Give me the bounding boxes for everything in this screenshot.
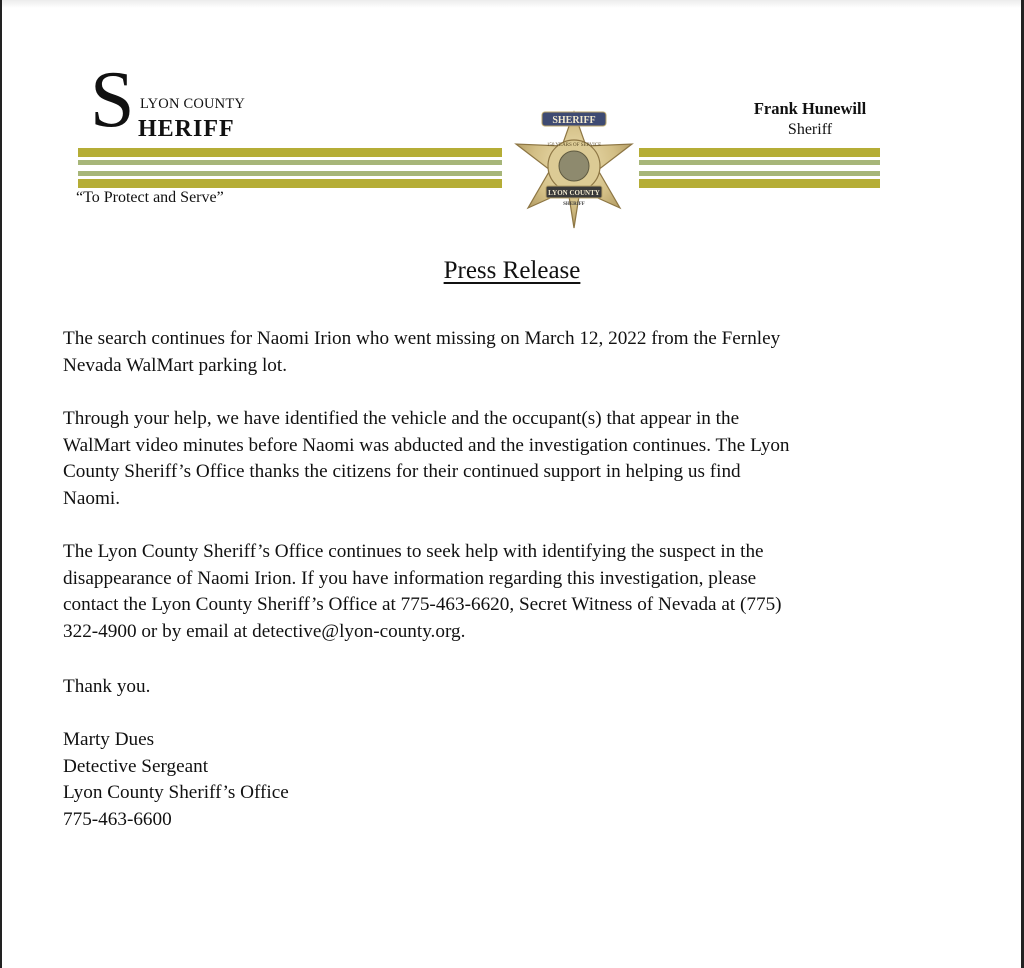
stripe-dark: [639, 148, 880, 157]
signature-office: Lyon County Sheriff’s Office: [63, 782, 289, 803]
stripe-light: [78, 171, 502, 176]
sheriff-name: Frank Hunewill: [753, 99, 867, 118]
page-border-left: [0, 0, 2, 968]
closing: Thank you.: [63, 676, 151, 697]
logo-initial: S: [90, 56, 135, 144]
stripe-dark: [78, 148, 502, 157]
document-body: [63, 326, 963, 672]
paragraph-line: Nevada WalMart parking lot.: [63, 354, 288, 376]
motto: “To Protect and Serve”: [76, 189, 224, 206]
signature-phone: 775-463-6600: [63, 808, 172, 830]
stripe-light: [639, 171, 880, 176]
letterhead-stripes-right: [639, 148, 880, 188]
signature-block: [63, 727, 289, 833]
logo-heriff: HERIFF: [138, 116, 235, 142]
badge-banner-text: LYON COUNTY: [548, 189, 600, 197]
signature-name: Marty Dues: [63, 729, 155, 750]
paragraph-line: Naomi.: [63, 487, 121, 509]
stripe-light: [639, 160, 880, 165]
paragraph: [63, 326, 963, 379]
paragraph-line: Through your help, we have identified the vehicle and the occupant(s) that appear in the: [63, 408, 740, 429]
badge-ring-text: 150 YEARS OF SERVICE: [546, 143, 602, 148]
paragraph-line: disappearance of Naomi Irion. If you have information regarding this investigation, please: [63, 567, 757, 589]
paragraph-line: The search continues for Naomi Irion who went missing on March 12, 2022 from the Fernley: [63, 328, 781, 349]
top-shadow: [2, 0, 1021, 8]
signature-title: Detective Sergeant: [63, 755, 209, 777]
logo-county: LYON COUNTY: [140, 96, 246, 112]
paragraph-line: WalMart video minutes before Naomi was abducted and the investigation continues. The Lyon: [63, 434, 790, 456]
document-title: [0, 257, 1024, 285]
stripe-dark: [78, 179, 502, 188]
paragraph: [63, 539, 963, 645]
stripe-dark: [639, 179, 880, 188]
sheriff-badge-icon: [510, 104, 638, 232]
badge-top-text: SHERIFF: [552, 115, 596, 126]
letterhead-stripes-left: [78, 148, 502, 188]
stripe-light: [78, 160, 502, 165]
sheriff-title: Sheriff: [787, 121, 833, 138]
badge-bottom-text: SHERIFF: [563, 202, 585, 207]
paragraph-line: The Lyon County Sheriff’s Office continues to seek help with identifying the suspect in the: [63, 541, 764, 562]
paragraph-line: County Sheriff’s Office thanks the citizens for their continued support in helping us find: [63, 461, 741, 482]
sheriff-logo: [90, 56, 290, 146]
paragraph-line: contact the Lyon County Sheriff’s Office at 775-463-6620, Secret Witness of Nevada at (775): [63, 594, 782, 615]
document-title-text: Press Release: [443, 257, 581, 284]
paragraph: [63, 406, 963, 512]
badge-seal: [559, 151, 589, 181]
paragraph-line: 322-4900 or by email at detective@lyon-county.org.: [63, 620, 466, 642]
